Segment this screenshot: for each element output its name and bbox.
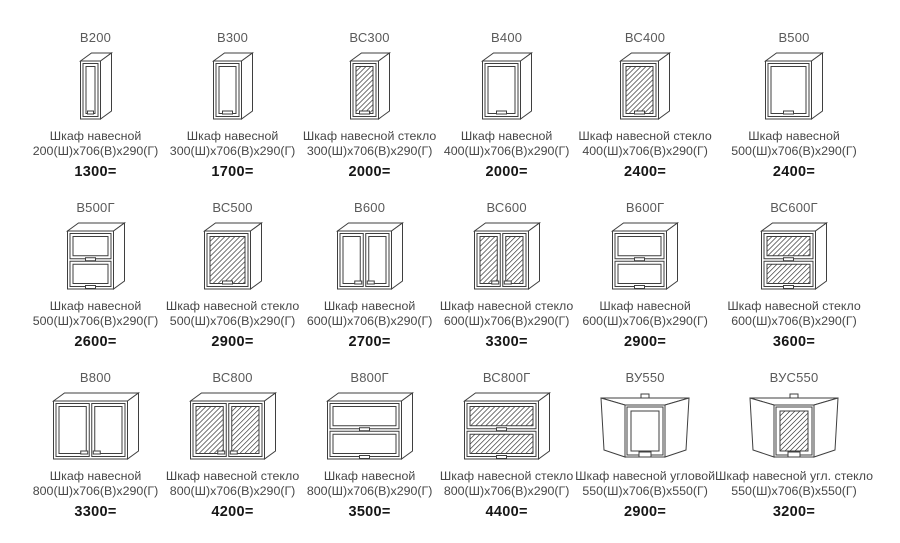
product-description [438,299,575,329]
product-name: Шкаф навесной стекло [165,469,300,483]
cabinet-icon [35,388,157,468]
product-card [301,200,438,370]
product-dimensions: 200(Ш)х706(В)х290(Г) [32,143,159,158]
cabinet-icon [309,218,431,298]
product-price: 4200= [211,503,254,520]
catalog-grid [27,30,873,540]
cabinet-drawing [438,217,575,299]
product-name: Шкаф навесной [460,129,553,143]
product-dimensions: 550(Ш)х706(В)х550(Г) [582,483,708,498]
product-dimensions: 800(Ш)х706(В)х290(Г) [169,483,296,498]
product-code: ВС600 [486,200,527,215]
product-dimensions: 600(Ш)х706(В)х290(Г) [306,313,433,328]
cabinet-drawing [27,217,164,299]
cabinet-drawing [438,387,575,469]
product-price: 3600= [772,333,816,350]
product-description [164,129,301,159]
cabinet-icon [733,388,855,468]
product-dimensions: 600(Ш)х706(В)х290(Г) [582,313,708,328]
product-name: Шкаф навесной стекло [302,129,437,143]
product-card [164,30,301,200]
product-card [715,200,873,370]
cabinet-drawing [575,217,715,299]
product-name: Шкаф навесной [323,299,416,313]
product-price: 1700= [211,163,254,180]
cabinet-drawing [575,387,715,469]
product-description [715,299,873,329]
product-name: Шкаф навесной [49,129,142,143]
product-price: 4400= [485,503,528,520]
cabinet-drawing [715,387,873,469]
product-card [575,30,715,200]
cabinet-icon [584,48,706,128]
product-dimensions: 600(Ш)х706(В)х290(Г) [443,313,570,328]
product-dimensions: 400(Ш)х706(В)х290(Г) [582,143,708,158]
cabinet-drawing [164,217,301,299]
cabinet-icon [172,48,294,128]
product-price: 2900= [623,333,667,350]
product-code: ВС800 [212,370,253,385]
cabinet-drawing [301,47,438,129]
product-dimensions: 500(Ш)х706(В)х290(Г) [169,313,296,328]
product-name: Шкаф навесной стекло [727,299,861,313]
product-code: В800 [79,370,112,385]
cabinet-icon [309,388,431,468]
product-dimensions: 800(Ш)х706(В)х290(Г) [306,483,433,498]
product-description [164,469,301,499]
cabinet-drawing [575,47,715,129]
product-price: 2000= [485,163,528,180]
cabinet-icon [733,218,855,298]
product-dimensions: 800(Ш)х706(В)х290(Г) [443,483,570,498]
product-code: В600Г [625,200,665,215]
product-name: Шкаф навесной стекло [439,299,574,313]
product-price: 1300= [74,163,117,180]
product-card [715,370,873,540]
product-price: 2400= [623,163,667,180]
product-dimensions: 300(Ш)х706(В)х290(Г) [306,143,433,158]
product-price: 2400= [772,163,816,180]
product-code: ВС400 [624,30,666,45]
product-card [575,200,715,370]
product-code: В800Г [350,370,389,385]
cabinet-drawing [27,47,164,129]
product-name: Шкаф навесной [599,299,691,313]
cabinet-icon [733,48,855,128]
product-name: Шкаф навесной [49,469,142,483]
product-card [27,30,164,200]
cabinet-icon [584,388,706,468]
cabinet-drawing [27,387,164,469]
product-name: Шкаф навесной [186,129,279,143]
product-price: 2000= [348,163,391,180]
cabinet-icon [35,218,157,298]
product-name: Шкаф навесной [323,469,416,483]
product-price: 3200= [772,503,816,520]
product-card [301,370,438,540]
cabinet-icon [172,388,294,468]
cabinet-icon [446,388,568,468]
product-dimensions: 500(Ш)х706(В)х290(Г) [32,313,159,328]
cabinet-drawing [715,217,873,299]
cabinet-drawing [164,47,301,129]
product-description [301,129,438,159]
product-description [301,299,438,329]
product-name: Шкаф навесной угловой [575,469,716,483]
product-name: Шкаф навесной угл. стекло [715,469,873,483]
product-dimensions: 400(Ш)х706(В)х290(Г) [443,143,570,158]
product-code: В200 [79,30,112,45]
product-name: Шкаф навесной стекло [165,299,300,313]
product-card [715,30,873,200]
cabinet-drawing [438,47,575,129]
product-card [438,370,575,540]
product-price: 2600= [74,333,117,350]
product-description [27,129,164,159]
product-code: В400 [491,30,523,45]
product-code: В600 [353,200,386,215]
cabinet-drawing [164,387,301,469]
product-price: 3300= [485,333,528,350]
product-dimensions: 500(Ш)х706(В)х290(Г) [731,143,857,158]
cabinet-drawing [301,387,438,469]
product-card [164,370,301,540]
cabinet-icon [584,218,706,298]
product-code: ВС800Г [482,370,531,385]
product-name: Шкаф навесной [748,129,840,143]
product-code: ВС600Г [770,200,818,215]
product-description [575,129,715,159]
product-code: ВУС550 [769,370,819,385]
product-description [715,129,873,159]
product-code: В500 [778,30,810,45]
product-name: Шкаф навесной стекло [578,129,712,143]
product-price: 2700= [348,333,391,350]
product-description [301,469,438,499]
product-description [27,469,164,499]
product-description [27,299,164,329]
product-price: 3500= [348,503,391,520]
product-code: ВС500 [212,200,253,215]
product-code: В300 [216,30,249,45]
product-description [715,469,873,499]
cabinet-icon [35,48,157,128]
product-code: ВС300 [349,30,390,45]
product-price: 2900= [623,503,667,520]
product-code: В500Г [76,200,115,215]
product-description [164,299,301,329]
product-description [575,299,715,329]
product-description [438,129,575,159]
product-card [438,30,575,200]
cabinet-icon [172,218,294,298]
product-card [164,200,301,370]
product-code: ВУ550 [625,370,665,385]
product-card [27,370,164,540]
cabinet-icon [446,48,568,128]
product-card [438,200,575,370]
cabinet-drawing [301,217,438,299]
product-description [575,469,715,499]
product-name: Шкаф навесной [49,299,142,313]
cabinet-icon [309,48,431,128]
product-price: 2900= [211,333,254,350]
product-dimensions: 800(Ш)х706(В)х290(Г) [32,483,159,498]
cabinet-icon [446,218,568,298]
product-card [301,30,438,200]
product-description [438,469,575,499]
product-name: Шкаф навесной стекло [439,469,574,483]
product-dimensions: 300(Ш)х706(В)х290(Г) [169,143,296,158]
product-card [27,200,164,370]
cabinet-drawing [715,47,873,129]
product-price: 3300= [74,503,117,520]
product-dimensions: 550(Ш)х706(В)х550(Г) [731,483,857,498]
product-card [575,370,715,540]
product-dimensions: 600(Ш)х706(В)х290(Г) [731,313,857,328]
